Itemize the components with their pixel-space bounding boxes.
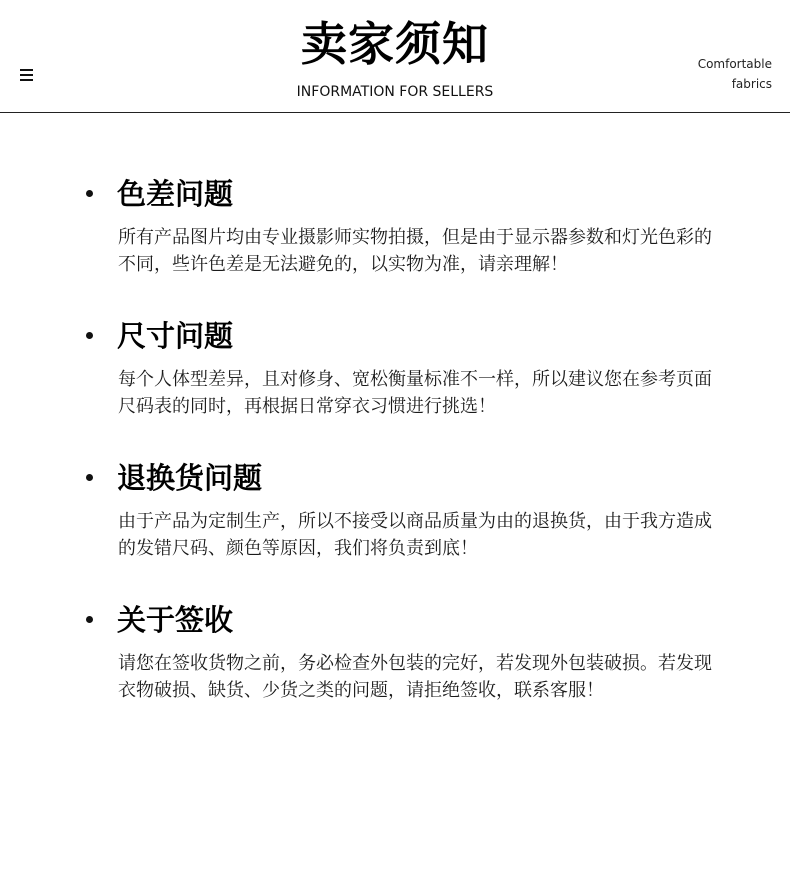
bullet-dot — [86, 616, 93, 623]
section-body: 每个人体型差异，且对修身、宽松衡量标准不一样，所以建议您在参考页面尺码表的同时，再根据日常穿衣习惯进行挑选！ — [118, 369, 712, 417]
section-heading: 色差问题 — [117, 177, 234, 211]
bullet-dot — [86, 474, 93, 481]
section-heading: 关于签收 — [117, 603, 234, 637]
page-title: 卖家须知 — [301, 17, 489, 71]
section-body: 所有产品图片均由专业摄影师实物拍摄，但是由于显示器参数和灯光色彩的不同，些许色差是无法避免的，以实物为准，请亲理解！ — [118, 227, 712, 275]
bullet-dot — [86, 190, 93, 197]
section-heading: 尺寸问题 — [117, 319, 234, 353]
bullet-dot — [86, 332, 93, 339]
section-heading: 退换货问题 — [117, 461, 263, 495]
section-body: 由于产品为定制生产，所以不接受以商品质量为由的退换货，由于我方造成的发错尺码、颜色等原因，我们将负责到底！ — [118, 511, 712, 559]
page-header — [0, 0, 790, 113]
section-body: 请您在签收货物之前，务必检查外包装的完好，若发现外包装破损。若发现衣物破损、缺货、少货之类的问题，请拒绝签收，联系客服！ — [118, 653, 712, 701]
tagline-line-1: Comfortable — [697, 57, 772, 71]
page-subtitle: INFORMATION FOR SELLERS — [296, 84, 494, 100]
tagline-line-2: fabrics — [731, 77, 772, 91]
tagline — [682, 54, 772, 94]
